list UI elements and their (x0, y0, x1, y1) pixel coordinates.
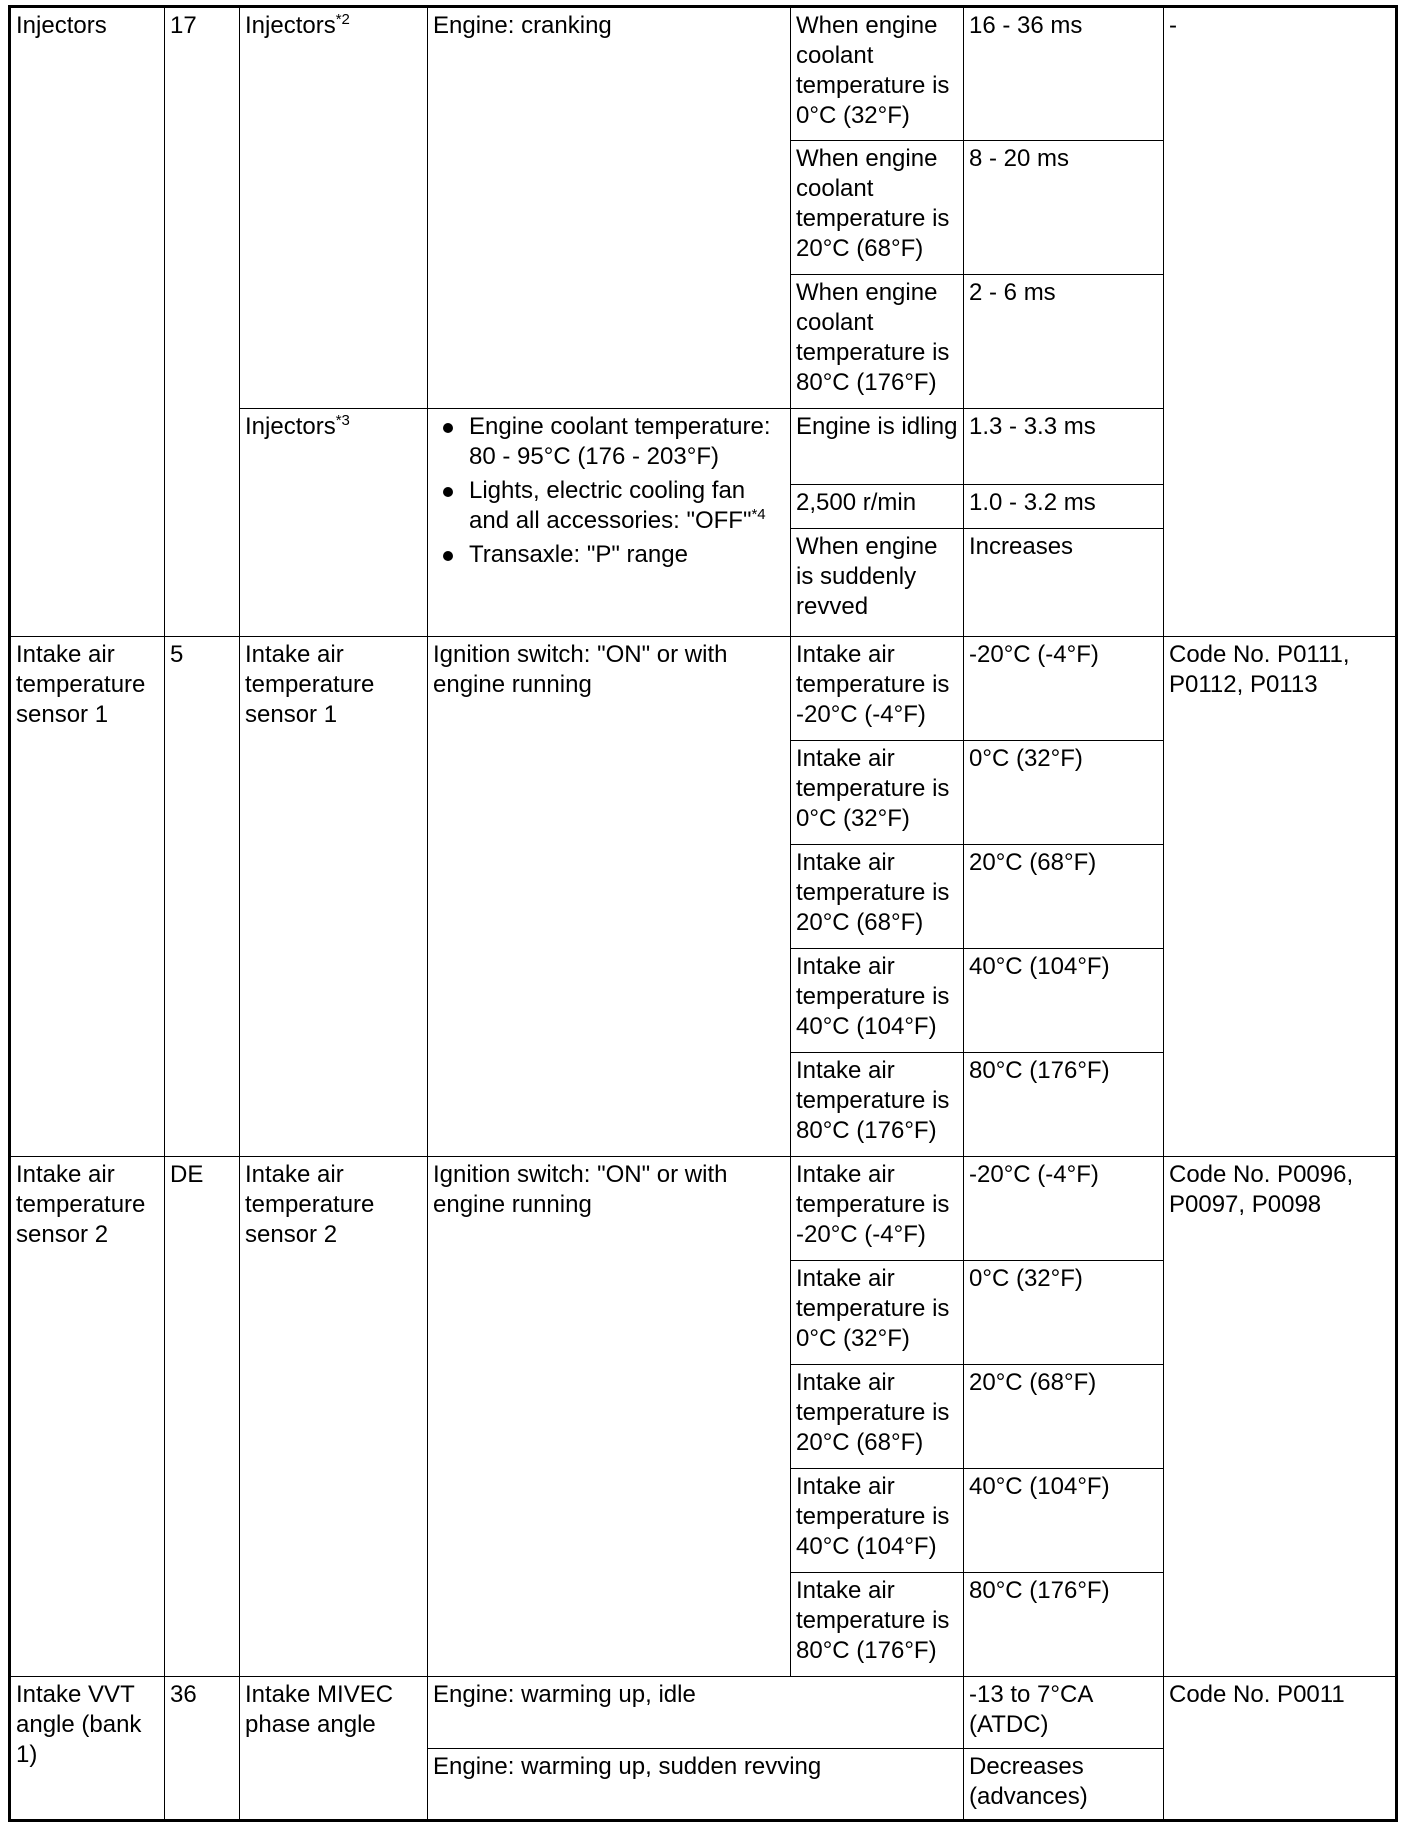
value-cell: -13 to 7°CA (ATDC) (964, 1677, 1164, 1749)
check-item-cell (240, 409, 428, 637)
value-cell: 20°C (68°F) (964, 845, 1164, 949)
state-cell: Intake air temperature is 0°C (32°F) (791, 1261, 964, 1365)
check-item-label: Injectors (245, 12, 336, 39)
value-cell: 2 - 6 ms (964, 275, 1164, 409)
value-cell: 8 - 20 ms (964, 141, 1164, 275)
value-cell: 0°C (32°F) (964, 741, 1164, 845)
condition-list (433, 412, 785, 570)
list-item: Transaxle: "P" range (433, 540, 785, 570)
footnote-marker: *3 (335, 412, 350, 429)
state-cell: Intake air temperature is 80°C (176°F) (791, 1053, 964, 1157)
state-cell: When engine is suddenly revved (791, 529, 964, 637)
value-cell: 80°C (176°F) (964, 1573, 1164, 1677)
state-cell: Intake air temperature is 40°C (104°F) (791, 949, 964, 1053)
item-cell: Injectors (10, 7, 165, 637)
value-cell: Increases (964, 529, 1164, 637)
value-cell: 0°C (32°F) (964, 1261, 1164, 1365)
value-cell: 1.0 - 3.2 ms (964, 485, 1164, 529)
value-cell: 20°C (68°F) (964, 1365, 1164, 1469)
state-cell: Intake air temperature is 40°C (104°F) (791, 1469, 964, 1573)
terminal-cell: 36 (165, 1677, 240, 1821)
item-cell: Intake air temperature sensor 1 (10, 637, 165, 1157)
value-cell: -20°C (-4°F) (964, 1157, 1164, 1261)
terminal-cell: 5 (165, 637, 240, 1157)
state-cell: Intake air temperature is -20°C (-4°F) (791, 1157, 964, 1261)
value-cell: 40°C (104°F) (964, 949, 1164, 1053)
value-cell: Decreases (advances) (964, 1749, 1164, 1821)
remark-cell: - (1164, 7, 1397, 637)
condition-cell: Ignition switch: "ON" or with engine running (428, 637, 791, 1157)
terminal-cell: DE (165, 1157, 240, 1677)
state-cell: Intake air temperature is 0°C (32°F) (791, 741, 964, 845)
table-row (10, 637, 1397, 741)
value-cell: -20°C (-4°F) (964, 637, 1164, 741)
table-row (10, 1157, 1397, 1261)
value-cell: 80°C (176°F) (964, 1053, 1164, 1157)
value-cell: 40°C (104°F) (964, 1469, 1164, 1573)
condition-cell: Ignition switch: "ON" or with engine running (428, 1157, 791, 1677)
state-cell: When engine coolant temperature is 20°C (68°F) (791, 141, 964, 275)
remark-cell: Code No. P0096, P0097, P0098 (1164, 1157, 1397, 1677)
check-item-cell (240, 7, 428, 409)
condition-cell (428, 409, 791, 637)
value-cell: 16 - 36 ms (964, 7, 1164, 141)
condition-cell: Engine: warming up, sudden revving (428, 1749, 964, 1821)
list-item: Lights, electric cooling fan and all accessories: "OFF"$^{*4}$ (433, 476, 785, 536)
state-cell: Engine is idling (791, 409, 964, 485)
item-cell: Intake air temperature sensor 2 (10, 1157, 165, 1677)
state-cell: Intake air temperature is 20°C (68°F) (791, 845, 964, 949)
state-cell: Intake air temperature is -20°C (-4°F) (791, 637, 964, 741)
state-cell: When engine coolant temperature is 0°C (32°F) (791, 7, 964, 141)
condition-cell: Engine: warming up, idle (428, 1677, 964, 1749)
check-item-cell: Intake MIVEC phase angle (240, 1677, 428, 1821)
service-data-table (8, 5, 1398, 1822)
table-row (10, 1677, 1397, 1749)
footnote-marker: *4 (751, 506, 766, 523)
check-item-cell: Intake air temperature sensor 2 (240, 1157, 428, 1677)
terminal-cell: 17 (165, 7, 240, 637)
state-cell: Intake air temperature is 20°C (68°F) (791, 1365, 964, 1469)
condition-cell: Engine: cranking (428, 7, 791, 409)
remark-cell: Code No. P0111, P0112, P0113 (1164, 637, 1397, 1157)
footnote-marker: *2 (335, 11, 350, 28)
remark-cell: Code No. P0011 (1164, 1677, 1397, 1821)
state-cell: When engine coolant temperature is 80°C (176°F) (791, 275, 964, 409)
check-item-cell: Intake air temperature sensor 1 (240, 637, 428, 1157)
value-cell: 1.3 - 3.3 ms (964, 409, 1164, 485)
item-cell: Intake VVT angle (bank 1) (10, 1677, 165, 1821)
state-cell: 2,500 r/min (791, 485, 964, 529)
state-cell: Intake air temperature is 80°C (176°F) (791, 1573, 964, 1677)
check-item-label: Injectors (245, 413, 336, 440)
list-item: Engine coolant temperature: 80 - 95°C (176 - 203°F) (433, 412, 785, 472)
table-row (10, 7, 1397, 141)
